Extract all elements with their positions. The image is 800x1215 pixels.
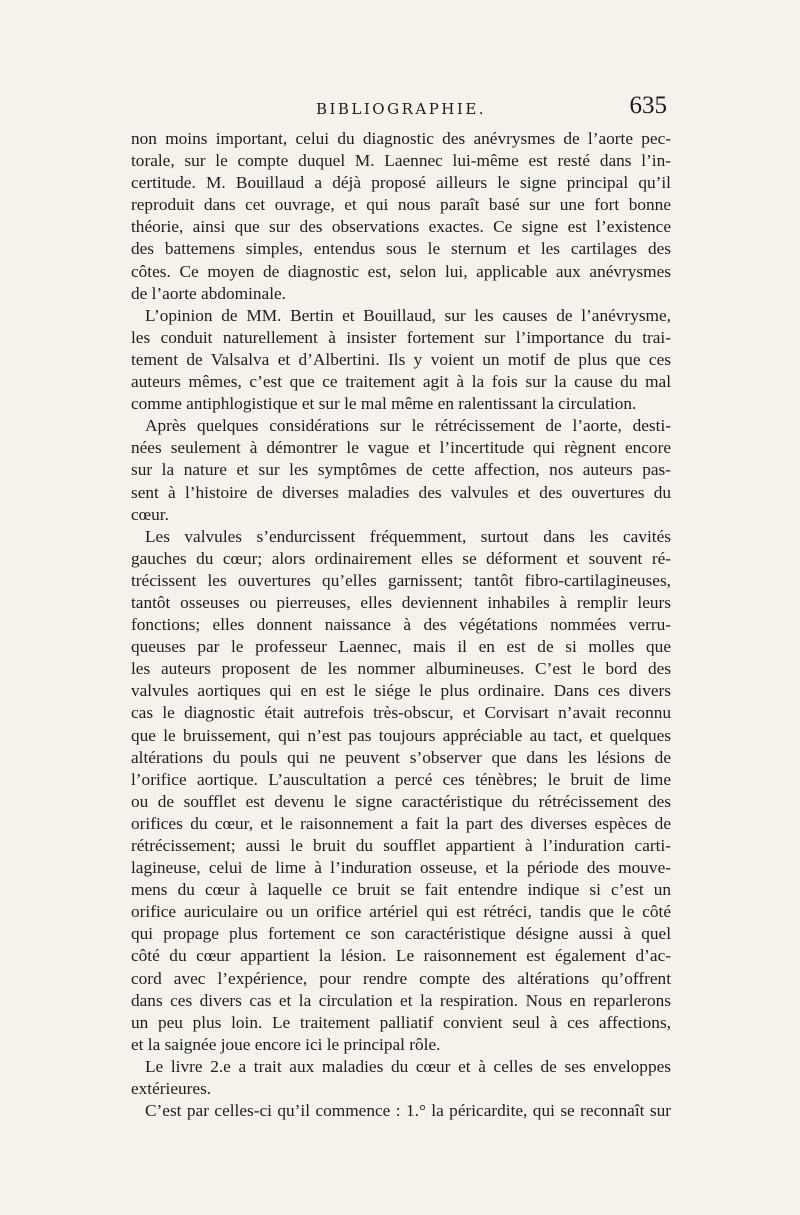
text-line: sur la nature et sur les symptômes de cette affection, nos auteurs pas- [131, 460, 671, 480]
body-text [131, 128, 671, 1122]
text-line: ou de soufflet est devenu le signe caractéristique du rétrécissement des [131, 791, 671, 811]
text-line: nées seulement à démontrer le vague et l’incertitude qui règnent encore [131, 438, 671, 458]
text-line: l’orifice aortique. L’auscultation a percé ces ténèbres; le bruit de lime [131, 769, 671, 789]
text-line: qui propage plus fortement ce son caractéristique désigne aussi à quel [131, 924, 671, 944]
text-line: torale, sur le compte duquel M. Laennec lui-même est resté dans l’in- [131, 151, 671, 171]
text-line: mens du cœur à laquelle ce bruit se fait entendre indique si c’est un [131, 880, 671, 900]
text-line: que le bruissement, qui n’est pas toujours appréciable au tact, et quelques [131, 725, 671, 745]
text-line: extérieures. [131, 1079, 212, 1099]
running-head [131, 88, 671, 128]
text-line: fonctions; elles donnent naissance à des végétations nommées verru- [131, 615, 671, 635]
text-line: cord avec l’expérience, pour rendre compte des altérations qu’offrent [131, 968, 671, 988]
text-line: cas le diagnostic était autrefois très-obscur, et Corvisart n’avait reconnu [131, 703, 671, 723]
text-line: reproduit dans cet ouvrage, et qui nous paraît basé sur une fort bonne [131, 195, 671, 215]
text-line: de l’aorte abdominale. [131, 283, 286, 303]
text-line: queuses par le professeur Laennec, mais il en est de si molles que [131, 637, 671, 657]
text-line: cœur. [131, 504, 169, 524]
text-line: altérations du pouls qui ne peuvent s’observer que dans les lésions de [131, 747, 671, 767]
text-line: un peu plus loin. Le traitement palliatif convient seul à ces affections, [131, 1012, 671, 1032]
text-line: lagineuse, celui de lime à l’induration osseuse, et la période des mouve- [131, 858, 671, 878]
text-line: les auteurs proposent de les nommer albumineuses. C’est le bord des [131, 659, 671, 679]
text-line: côté du cœur appartient la lésion. Le raisonnement est également d’ac- [131, 946, 671, 966]
text-line: des battemens simples, entendus sous le sternum et les cartilages des [131, 239, 671, 259]
text-line: côtes. Ce moyen de diagnostic est, selon lui, applicable aux anévrysmes [131, 261, 671, 281]
text-line: auteurs mêmes, c’est que ce traitement agit à la fois sur la cause du mal [131, 372, 671, 392]
page-number: 635 [629, 92, 667, 119]
text-line: tement de Valsalva et d’Albertini. Ils y voient un motif de plus que ces [131, 349, 671, 369]
text-line: sent à l’histoire de diverses maladies des valvules et des ouvertures du [131, 482, 671, 502]
text-line: les conduit naturellement à insister fortement sur l’importance du trai- [131, 327, 671, 347]
text-line: C’est par celles-ci qu’il commence : 1.° la péricardite, qui se reconnaît sur [145, 1101, 671, 1121]
text-line: orifice auriculaire ou un orifice artériel qui est rétréci, tandis que le côté [131, 902, 671, 922]
text-line: tantôt osseuses ou pierreuses, elles deviennent inhabiles à remplir leurs [131, 592, 671, 612]
text-line: gauches du cœur; alors ordinairement elles se déforment et souvent ré- [131, 548, 671, 568]
text-line: et la saignée joue encore ici le principal rôle. [131, 1034, 441, 1054]
text-line: Le livre 2.e a trait aux maladies du cœur et à celles de ses enveloppes [145, 1056, 671, 1076]
text-line: certitude. M. Bouillaud a déjà proposé ailleurs le signe principal qu’il [131, 173, 671, 193]
text-line: Après quelques considérations sur le rétrécissement de l’aorte, desti- [145, 416, 671, 436]
text-line: valvules aortiques qui en est le siége le plus ordinaire. Dans ces divers [131, 681, 671, 701]
text-line: Les valvules s’endurcissent fréquemment, surtout dans les cavités [145, 526, 671, 546]
text-line: non moins important, celui du diagnostic des anévrysmes de l’aorte pec- [131, 129, 671, 148]
text-line: orifices du cœur, et le raisonnement a fait la part des diverses espèces de [131, 813, 671, 833]
header-title: BIBLIOGRAPHIE. [315, 100, 487, 118]
text-line: trécissent les ouvertures qu’elles garnissent; tantôt fibro-cartilagineuses, [131, 570, 671, 590]
text-line: théorie, ainsi que sur des observations exactes. Ce signe est l’existence [131, 217, 671, 237]
text-line: L’opinion de MM. Bertin et Bouillaud, sur les causes de l’anévrysme, [145, 305, 671, 325]
text-line: comme antiphlogistique et sur le mal même en ralentissant la circulation. [131, 394, 637, 414]
text-line: rétrécissement; aussi le bruit du soufflet appartient à l’induration carti- [131, 836, 671, 855]
text-line: dans ces divers cas et la circulation et la respiration. Nous en reparlerons [131, 990, 671, 1010]
